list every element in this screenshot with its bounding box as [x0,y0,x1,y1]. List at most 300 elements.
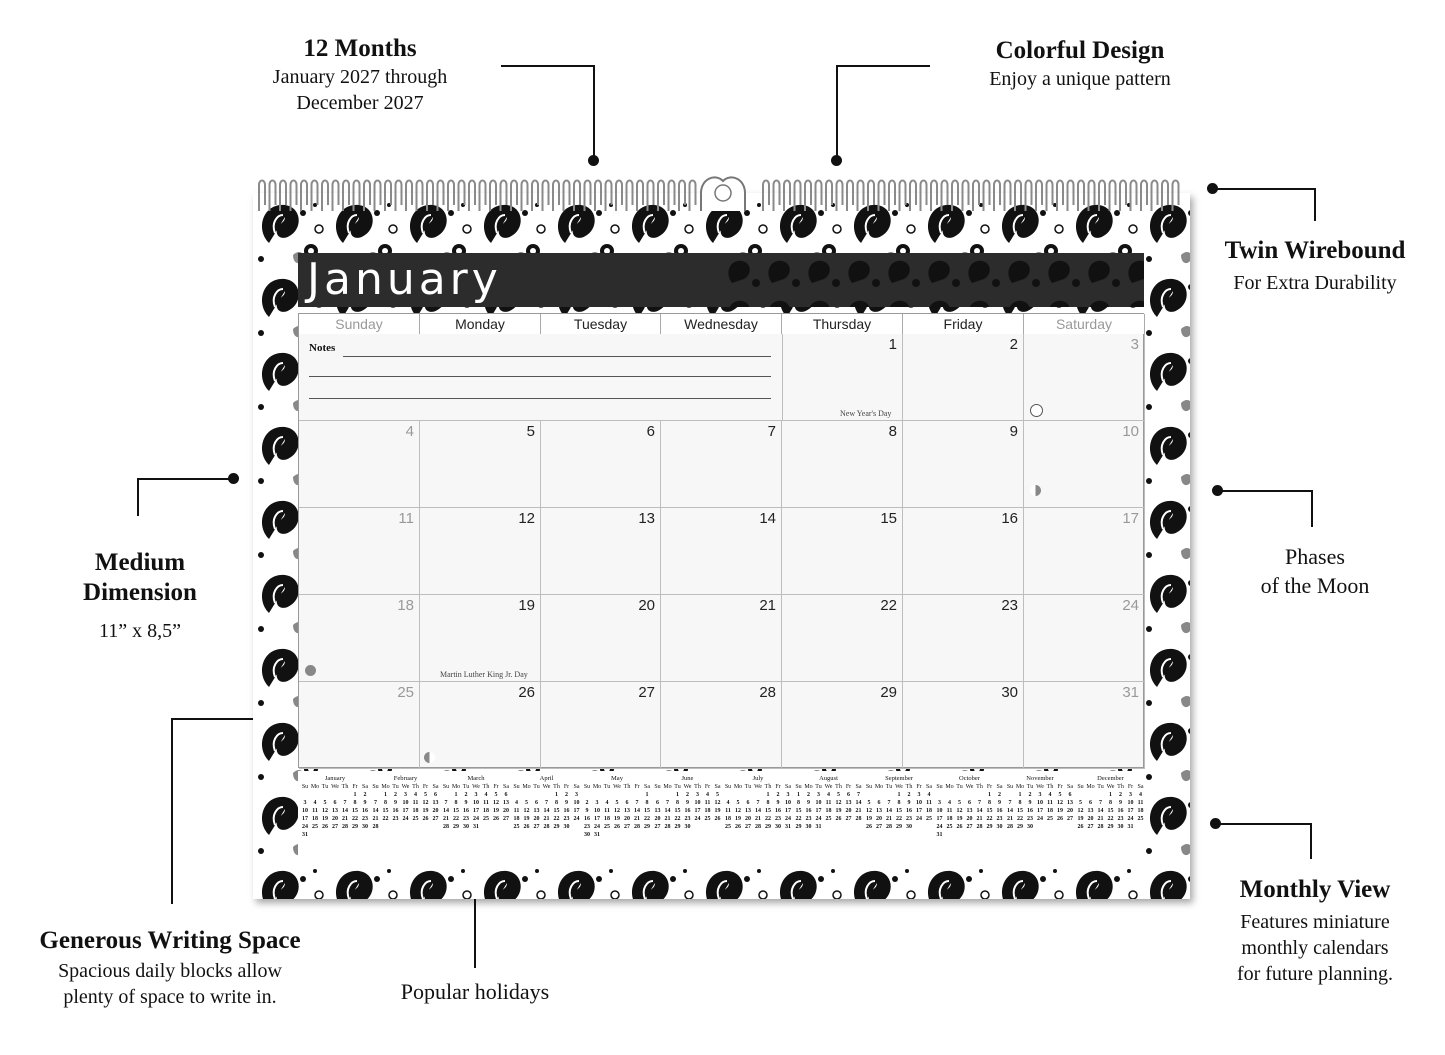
banner-pattern [724,253,1144,307]
day-number: 10 [1122,423,1139,440]
wire-coil [438,181,444,212]
callout-12-months [230,34,490,116]
day-number: 17 [1122,510,1139,527]
wire-coil [1120,181,1126,212]
wire-coil [532,181,538,212]
mini-day-names: Su Mo Tu We Th Fr Sa [372,784,439,790]
wire-coil [616,181,622,212]
callout-title: Generous Writing Space [39,927,301,954]
leader-line [593,65,595,159]
day-number: 18 [397,597,414,614]
mini-day-names: Su Mo Tu We Th Fr Sa [301,784,368,790]
mini-week-row: 21 22 23 24 25 26 27 [1007,816,1073,822]
mini-week-row: 14 15 16 17 18 19 20 [443,808,509,814]
day-number: 13 [638,510,655,527]
callout-title: Monthly View [1239,876,1391,903]
mini-week-row: 24 25 26 27 28 29 30 [936,824,1003,830]
day-number: 26 [518,684,535,701]
mini-calendars [298,771,1144,859]
mini-day-names: Su Mo Tu We Th Fr Sa [865,784,932,790]
day-header-sunday: Sunday [299,314,420,334]
day-header-thursday: Thursday [782,314,903,334]
callout-twin-wirebound [1195,236,1435,296]
wire-coil [879,181,885,212]
mini-calendar [653,771,723,859]
wire-coil [364,181,370,212]
mini-week-row: 1 2 3 [766,792,790,798]
mini-week-row: 22 23 24 25 26 27 28 [795,816,862,822]
day-number: 30 [1001,684,1018,701]
day-number: 25 [397,684,414,701]
mini-week-row: 5 6 7 8 9 10 11 [1079,800,1144,806]
mini-day-names: Su Mo Tu We Th Fr Sa [795,784,862,790]
mini-week-row: 14 15 16 17 18 19 20 [1007,808,1073,814]
day-cell[interactable] [1024,682,1145,769]
leader-line [1215,823,1312,825]
day-header-friday: Friday [903,314,1024,334]
wire-coil [774,181,780,212]
mini-week-row: 24 25 26 27 28 29 30 [302,824,368,830]
day-cell[interactable] [782,682,903,769]
notes-line [309,376,771,377]
mini-week-row: 2 3 4 5 6 7 8 [585,800,649,806]
mini-week-row: 1 2 3 4 5 6 [384,792,437,798]
callout-monthly-view [1195,875,1435,987]
day-number: 2 [1009,336,1018,353]
wire-coil [501,181,507,212]
day-number: 1 [888,336,897,353]
callout-title: Dimension [83,579,197,606]
wire-coil [889,181,895,212]
day-cell[interactable] [903,421,1024,508]
mini-day-names: Su Mo Tu We Th Fr Sa [724,784,791,790]
callout-text: For Extra Durability [1233,272,1397,294]
callout-title: Medium [94,549,186,576]
mini-week-row: 19 20 21 22 23 24 25 [866,816,932,822]
mini-week-row: 14 15 16 17 18 19 20 [372,808,439,814]
callout-title: Twin Wirebound [1224,237,1406,264]
mini-week-row: 1 2 3 4 [1109,792,1142,798]
day-cell[interactable] [541,595,661,682]
mini-week-row: 11 12 13 14 15 16 17 [513,808,580,814]
wire-coil [1047,181,1053,212]
wire-coil [585,181,591,212]
mini-week-row: 19 20 21 22 23 24 25 [1077,816,1144,822]
mini-day-names: Su Mo Tu We Th Fr Sa [442,784,509,790]
notes-line [309,398,771,399]
day-number: 3 [1130,336,1139,353]
day-number: 11 [398,510,414,527]
day-cell[interactable] [1024,508,1145,595]
wire-coil [900,181,906,212]
mini-week-row: 28 [372,824,379,830]
mini-week-row: 1 2 [988,792,1001,798]
day-number: 14 [759,510,776,527]
callout-text: 11” x 8,5” [98,620,181,642]
wire-coil [669,181,675,212]
leader-line [1310,823,1312,859]
mini-week-row: 25 26 27 28 29 30 31 [725,824,791,830]
leader-line [171,718,173,904]
mini-week-row: 1 2 3 4 5 [676,792,719,798]
mini-week-row: 29 30 31 [795,824,822,830]
wire-coil [679,181,685,212]
day-cell[interactable] [420,682,541,769]
wire-coil [1036,181,1042,212]
wire-coil [658,181,664,212]
twin-wire-binding [253,175,1190,211]
leader-line [1311,490,1313,527]
leader-line [836,65,930,67]
wire-coil [1110,181,1116,212]
mini-week-row: 26 27 28 29 30 [866,824,912,830]
wire-coil [427,181,433,212]
day-cell[interactable] [420,595,541,682]
wire-coil [553,181,559,212]
mini-month-name: February [393,775,418,782]
notes-line [343,356,771,357]
day-cell[interactable] [420,421,541,508]
wire-coil [385,181,391,212]
leader-dot [228,473,239,484]
mini-week-row: 1 2 3 4 5 6 [454,792,508,798]
day-number: 22 [880,597,897,614]
day-number: 8 [888,423,897,440]
day-cell[interactable] [903,334,1024,421]
day-number: 4 [405,423,414,440]
day-number: 21 [759,597,776,614]
callout-text: Phases [1285,544,1345,569]
mini-week-row: 4 5 6 7 8 9 10 [515,800,580,806]
day-header-monday: Monday [420,314,541,334]
wire-coil [448,181,454,212]
wire-coil [1015,181,1021,212]
mini-week-row: 25 26 27 28 29 30 [513,824,570,830]
leader-line [1217,490,1313,492]
wire-coil [784,181,790,212]
day-cell[interactable] [1024,595,1145,682]
holiday-label: New Year's Day [840,409,892,418]
day-number: 19 [518,597,535,614]
wire-coil [1173,181,1179,212]
mini-week-row: 20 21 22 23 24 25 26 [654,816,721,822]
wire-coil [1141,181,1147,212]
mini-week-row: 1 2 3 4 [897,792,931,798]
day-cell[interactable] [782,508,903,595]
wire-coil [868,181,874,212]
wire-coil [259,181,265,212]
callout-text: December 2027 [296,92,424,114]
wire-coil [564,181,570,212]
callout-medium-dimension [40,548,240,644]
day-cell[interactable] [541,508,661,595]
mini-month-name: July [752,775,764,782]
mini-week-row: 4 5 6 7 8 9 10 [726,800,791,806]
callout-text: of the Moon [1260,573,1370,598]
mini-week-row: 7 8 9 10 11 12 13 [374,800,439,806]
wire-coil [354,181,360,212]
notes-label: Notes [309,342,336,354]
day-cell[interactable] [661,682,782,769]
mini-week-row: 7 8 9 10 11 12 13 [444,800,509,806]
mini-week-row: 26 27 28 29 30 31 [1077,824,1134,830]
day-cell[interactable] [299,682,420,769]
wire-coil [1131,181,1137,212]
mini-calendar [864,771,934,859]
day-cell[interactable] [661,421,782,508]
day-cell[interactable] [1024,421,1145,508]
wire-coil [490,181,496,212]
day-number: 6 [646,423,655,440]
mini-month-name: August [819,775,838,782]
mini-calendar [1005,771,1075,859]
callout-title: 12 Months [303,35,417,62]
mini-calendar [794,771,864,859]
wire-coil [459,181,465,212]
notes-area[interactable] [299,334,783,421]
day-cell[interactable] [782,595,903,682]
wire-coil [522,181,528,212]
mini-week-row: 16 17 18 19 20 21 22 [584,816,650,822]
mini-week-row: 18 19 20 21 22 23 24 [725,816,791,822]
mini-week-row: 21 22 23 24 25 26 27 [372,816,439,822]
day-number: 27 [638,684,655,701]
day-cell[interactable] [903,595,1024,682]
mini-week-row: 3 4 5 6 7 8 9 [303,800,367,806]
wire-coil [1152,181,1158,212]
mini-calendar [371,771,441,859]
mini-month-name: April [539,775,554,782]
mini-week-row: 15 16 17 18 19 20 21 [795,808,862,814]
mini-week-row: 1 2 3 [555,792,578,798]
mini-week-row: 1 2 3 4 5 6 [1018,792,1072,798]
mini-week-row: 1 [645,792,649,798]
day-cell[interactable] [541,682,661,769]
new-moon-icon [305,665,316,676]
mini-week-row: 1 2 [353,792,367,798]
wire-coil [343,181,349,212]
wire-coil [994,181,1000,212]
mini-week-row: 3 4 5 6 7 8 9 [938,800,1001,806]
mini-week-row: 18 19 20 21 22 23 24 [513,816,580,822]
callout-text: monthly calendars [1241,937,1389,959]
mini-calendar [512,771,582,859]
wire-coil [1099,181,1105,212]
leader-dot [588,155,599,166]
wire-coil [312,181,318,212]
day-cell[interactable] [782,421,903,508]
day-number: 20 [638,597,655,614]
callout-text: Features miniature [1240,911,1390,933]
wire-coil [1089,181,1095,212]
callout-title: Colorful Design [995,37,1165,64]
day-number: 9 [1009,423,1018,440]
wire-coil [921,181,927,212]
mini-month-name: September [885,775,913,782]
mini-week-row: 31 [936,832,943,838]
mini-week-row: 12 13 14 15 16 17 18 [1077,808,1144,814]
wire-coil [984,181,990,212]
wire-coil [396,181,402,212]
day-number: 24 [1122,597,1139,614]
month-title: January [307,254,502,305]
holiday-label: Martin Luther King Jr. Day [440,670,528,679]
wire-coil [1026,181,1032,212]
wire-coil [1005,181,1011,212]
wire-coil [543,181,549,212]
mini-week-row: 17 18 19 20 21 22 23 [936,816,1003,822]
day-number: 16 [1001,510,1018,527]
mini-month-name: October [959,775,980,782]
day-cell[interactable] [299,421,420,508]
mini-day-names: Su Mo Tu We Th Fr Sa [1006,784,1073,790]
callout-popular-holidays [370,979,580,1005]
wire-coil [417,181,423,212]
wire-coil [858,181,864,212]
wire-coil [270,181,276,212]
mini-month-name: November [1026,775,1054,782]
leader-line [1314,188,1316,221]
wire-coil [952,181,958,212]
day-cell[interactable] [299,595,420,682]
wire-coil [291,181,297,212]
wire-coil [606,181,612,212]
mini-calendar [935,771,1005,859]
day-number: 7 [767,423,776,440]
mini-week-row: 30 31 [584,832,600,838]
wire-coil [690,181,696,212]
callout-text: Enjoy a unique pattern [989,68,1171,90]
leader-line [137,478,139,516]
mini-week-row: 28 29 30 [1007,824,1033,830]
leader-line [501,65,595,67]
wire-coil [805,181,811,212]
callout-text: Spacious daily blocks allow [58,960,282,982]
wire-coil [942,181,948,212]
mini-week-row: 9 10 11 12 13 14 15 [585,808,650,814]
full-moon-icon [1030,404,1043,417]
callout-text: plenty of space to write in. [63,986,277,1008]
day-header-tuesday: Tuesday [541,314,661,334]
day-cell[interactable] [661,595,782,682]
wire-coil [322,181,328,212]
mini-calendar [441,771,511,859]
last-quarter-moon-icon [424,752,435,763]
mini-month-name: May [611,775,623,782]
mini-week-row: 28 29 30 31 [443,824,479,830]
callout-text: Popular holidays [400,979,550,1004]
wire-coil [847,181,853,212]
day-number: 31 [1122,684,1139,701]
mini-week-row: 23 24 25 26 27 28 29 [584,824,650,830]
day-cell[interactable] [661,508,782,595]
wire-coil [574,181,580,212]
day-number: 29 [880,684,897,701]
mini-week-row: 17 18 19 20 21 22 23 [302,816,368,822]
day-cell[interactable] [420,508,541,595]
day-header-saturday: Saturday [1024,314,1145,334]
mini-day-names: Su Mo Tu We Th Fr Sa [583,784,650,790]
wire-coil [406,181,412,212]
mini-calendar [300,771,370,859]
wire-coil [469,181,475,212]
callout-moon-phases [1215,542,1415,600]
mini-week-row: 6 7 8 9 10 11 12 [656,800,721,806]
wire-coil [1078,181,1084,212]
wire-coil [795,181,801,212]
mini-calendar [582,771,652,859]
wire-coil [648,181,654,212]
wire-coil [826,181,832,212]
leader-line [1212,188,1316,190]
leader-line [137,478,233,480]
day-cell[interactable] [541,421,661,508]
callout-colorful-design [950,36,1210,92]
wire-coil [280,181,286,212]
wire-coil [837,181,843,212]
day-cell[interactable] [299,508,420,595]
wire-coil [595,181,601,212]
wire-coil [1057,181,1063,212]
mini-week-row: 12 13 14 15 16 17 18 [866,808,932,814]
day-cell[interactable] [782,334,903,421]
mini-calendar [1076,771,1146,859]
wire-coil [763,181,769,212]
first-quarter-moon-icon [1030,485,1041,496]
wire-coil [816,181,822,212]
day-number: 15 [880,510,897,527]
callout-text: January 2027 through [272,66,448,88]
mini-month-name: January [324,775,346,782]
wire-coil [637,181,643,212]
wire-coil [480,181,486,212]
day-number: 23 [1001,597,1018,614]
wire-coil [973,181,979,212]
day-cell[interactable] [903,508,1024,595]
wire-coil [963,181,969,212]
mini-day-names: Su Mo Tu We Th Fr Sa [1077,784,1144,790]
wire-coil [375,181,381,212]
mini-week-row: 8 9 10 11 12 13 14 [797,800,862,806]
calendar-grid [298,313,1144,768]
mini-calendar [723,771,793,859]
wire-coil [301,181,307,212]
mini-week-row: 10 11 12 13 14 15 16 [936,808,1003,814]
mini-week-row: 1 2 3 4 5 6 7 [797,792,860,798]
mini-month-name: December [1097,775,1124,782]
mini-week-row: 21 22 23 24 25 26 27 [443,816,509,822]
wire-coil [910,181,916,212]
callout-text: for future planning. [1236,963,1394,985]
wire-coil [1068,181,1074,212]
wire-coil [627,181,633,212]
mini-day-names: Su Mo Tu We Th Fr Sa [936,784,1003,790]
mini-day-names: Su Mo Tu We Th Fr Sa [654,784,721,790]
callout-writing-space [15,926,325,1010]
day-number: 5 [526,423,535,440]
mini-week-row: 11 12 13 14 15 16 17 [725,808,791,814]
day-header-wednesday: Wednesday [661,314,782,334]
day-cell[interactable] [903,682,1024,769]
mini-week-row: 10 11 12 13 14 15 16 [302,808,368,814]
wire-coil [333,181,339,212]
mini-week-row: 7 8 9 10 11 12 13 [1008,800,1073,806]
mini-day-names: Su Mo Tu We Th Fr Sa [513,784,580,790]
wire-coil [511,181,517,212]
day-number: 12 [518,510,535,527]
mini-month-name: March [467,775,485,782]
mini-week-row: 27 28 29 30 [654,824,691,830]
